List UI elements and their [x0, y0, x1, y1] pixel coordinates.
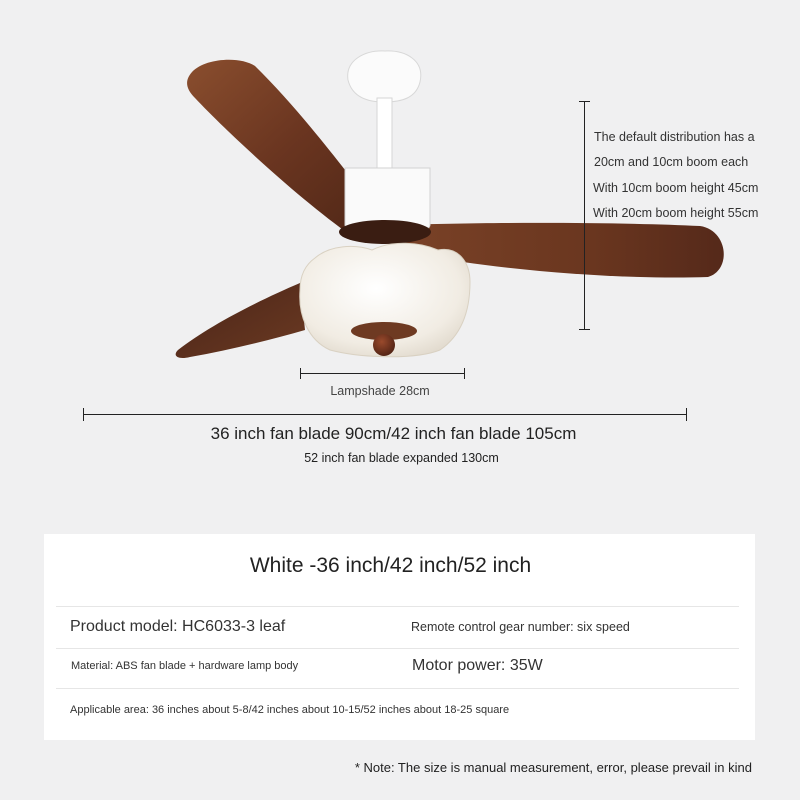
spec-remote: Remote control gear number: six speed — [411, 620, 630, 634]
blade-span-tick-right — [686, 408, 687, 421]
spec-title: White -36 inch/42 inch/52 inch — [249, 554, 532, 577]
blade-span-tick-left — [83, 408, 84, 421]
lamp-knob — [373, 334, 395, 356]
blade-span-sublabel: 52 inch fan blade expanded 130cm — [304, 451, 499, 465]
lampshade-label: Lampshade 28cm — [330, 384, 430, 398]
height-dimension-line — [584, 101, 585, 329]
boom-note-4: With 20cm boom height 55cm — [593, 206, 759, 220]
spec-divider — [56, 648, 739, 649]
fan-blade-bottom — [176, 283, 305, 358]
spec-area: Applicable area: 36 inches about 5-8/42 inches about 10-15/52 inches about 18-25 square — [70, 704, 510, 716]
ceiling-canopy — [348, 51, 421, 102]
boom-note-1: The default distribution has a — [594, 130, 755, 144]
downrod — [377, 98, 392, 168]
height-dimension-tick-top — [579, 101, 590, 102]
spec-divider — [56, 688, 739, 689]
spec-panel — [44, 534, 755, 740]
boom-note-3: With 10cm boom height 45cm — [593, 181, 759, 195]
spec-divider — [56, 606, 739, 607]
lampshade-dimension-tick-right — [464, 368, 465, 379]
spec-power: Motor power: 35W — [412, 657, 543, 674]
spec-model: Product model: HC6033-3 leaf — [70, 618, 286, 635]
lampshade-dimension-line — [300, 373, 464, 374]
blade-span-label: 36 inch fan blade 90cm/42 inch fan blade 105cm — [210, 424, 577, 443]
boom-note-2: 20cm and 10cm boom each — [594, 155, 749, 169]
blade-span-dimension-line — [83, 414, 687, 415]
spec-material: Material: ABS fan blade + hardware lamp body — [71, 660, 299, 672]
height-dimension-tick-bottom — [579, 329, 590, 330]
lampshade-dimension-tick-left — [300, 368, 301, 379]
footnote: * Note: The size is manual measurement, error, please prevail in kind — [354, 760, 752, 775]
